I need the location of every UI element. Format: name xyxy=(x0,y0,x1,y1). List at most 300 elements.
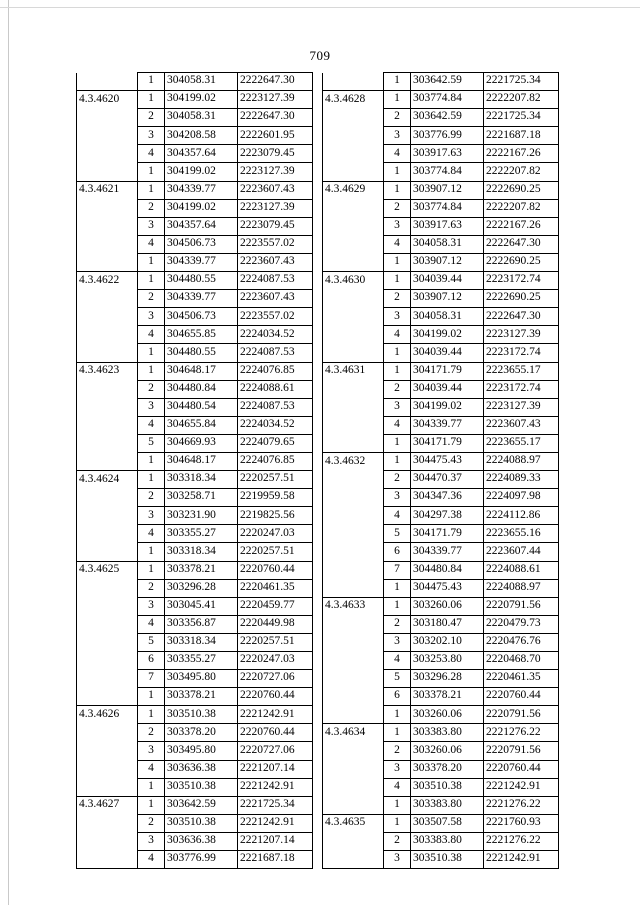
scan-edge-left xyxy=(8,0,9,905)
group-id-cell xyxy=(323,652,384,670)
easting-cell: 303318.34 xyxy=(165,633,238,651)
point-index-cell: 1 xyxy=(138,362,165,380)
table-row xyxy=(77,362,313,380)
easting-cell: 303507.58 xyxy=(411,814,484,832)
northing-cell: 2220727.06 xyxy=(238,742,313,760)
point-index-cell: 3 xyxy=(384,398,411,416)
group-id-cell xyxy=(323,796,384,814)
point-index-cell: 4 xyxy=(138,615,165,633)
northing-cell: 2220476.76 xyxy=(484,633,559,651)
table-row xyxy=(323,272,559,290)
table-row xyxy=(323,145,559,163)
group-id-cell xyxy=(323,543,384,561)
point-index-cell: 2 xyxy=(138,290,165,308)
table-row xyxy=(323,489,559,507)
easting-cell: 304347.36 xyxy=(411,489,484,507)
northing-cell: 2224088.61 xyxy=(484,561,559,579)
point-index-cell: 1 xyxy=(138,778,165,796)
group-id-cell xyxy=(323,163,384,181)
easting-cell: 303917.63 xyxy=(411,145,484,163)
point-index-cell: 1 xyxy=(138,91,165,109)
group-id-cell xyxy=(77,688,138,706)
northing-cell: 2223079.45 xyxy=(238,145,313,163)
table-row xyxy=(323,109,559,127)
easting-cell: 304199.02 xyxy=(165,163,238,181)
northing-cell: 2221242.91 xyxy=(238,814,313,832)
easting-cell: 303642.59 xyxy=(411,109,484,127)
point-index-cell: 2 xyxy=(384,199,411,217)
easting-cell: 304506.73 xyxy=(165,308,238,326)
northing-cell: 2222601.95 xyxy=(238,127,313,145)
northing-cell: 2220247.03 xyxy=(238,525,313,543)
northing-cell: 2221725.34 xyxy=(484,73,559,91)
easting-cell: 304669.93 xyxy=(165,434,238,452)
table-row xyxy=(323,163,559,181)
table-row xyxy=(323,706,559,724)
northing-cell: 2220461.35 xyxy=(484,670,559,688)
northing-cell: 2223127.39 xyxy=(238,163,313,181)
group-id-cell xyxy=(77,832,138,850)
point-index-cell: 1 xyxy=(384,724,411,742)
northing-cell: 2220760.44 xyxy=(238,561,313,579)
table-row xyxy=(323,416,559,434)
point-index-cell: 4 xyxy=(384,778,411,796)
group-id-cell xyxy=(323,489,384,507)
easting-cell: 303296.28 xyxy=(411,670,484,688)
easting-cell: 303907.12 xyxy=(411,290,484,308)
table-row xyxy=(323,91,559,109)
point-index-cell: 4 xyxy=(384,235,411,253)
point-index-cell: 6 xyxy=(384,543,411,561)
point-index-cell: 7 xyxy=(138,670,165,688)
group-id-cell: 4.3.4629 xyxy=(323,181,384,199)
table-row xyxy=(323,724,559,742)
left-table-body xyxy=(77,73,313,869)
easting-cell: 304171.79 xyxy=(411,362,484,380)
table-row xyxy=(323,814,559,832)
table-row xyxy=(77,272,313,290)
table-row xyxy=(77,416,313,434)
group-id-cell xyxy=(77,724,138,742)
easting-cell: 304339.77 xyxy=(165,253,238,271)
easting-cell: 304199.02 xyxy=(165,91,238,109)
point-index-cell: 1 xyxy=(138,706,165,724)
easting-cell: 304480.54 xyxy=(165,398,238,416)
table-row xyxy=(77,814,313,832)
northing-cell: 2221207.14 xyxy=(238,760,313,778)
point-index-cell: 1 xyxy=(138,181,165,199)
easting-cell: 304039.44 xyxy=(411,344,484,362)
point-index-cell: 1 xyxy=(138,344,165,362)
group-id-cell xyxy=(77,760,138,778)
table-row xyxy=(323,434,559,452)
point-index-cell: 4 xyxy=(384,652,411,670)
easting-cell: 303383.80 xyxy=(411,796,484,814)
group-id-cell xyxy=(77,670,138,688)
point-index-cell: 2 xyxy=(138,814,165,832)
point-index-cell: 2 xyxy=(384,109,411,127)
point-index-cell: 4 xyxy=(384,416,411,434)
point-index-cell: 5 xyxy=(384,670,411,688)
table-row xyxy=(323,380,559,398)
group-id-cell xyxy=(77,380,138,398)
northing-cell: 2223172.74 xyxy=(484,344,559,362)
easting-cell: 304058.31 xyxy=(411,235,484,253)
easting-cell: 303774.84 xyxy=(411,199,484,217)
group-id-cell xyxy=(323,235,384,253)
table-row xyxy=(323,832,559,850)
group-id-cell xyxy=(323,561,384,579)
point-index-cell: 4 xyxy=(138,525,165,543)
easting-cell: 303260.06 xyxy=(411,706,484,724)
table-row xyxy=(77,742,313,760)
northing-cell: 2221276.22 xyxy=(484,832,559,850)
easting-cell: 304339.77 xyxy=(165,290,238,308)
northing-cell: 2224088.97 xyxy=(484,452,559,470)
point-index-cell: 3 xyxy=(138,742,165,760)
point-index-cell: 1 xyxy=(384,181,411,199)
table-row xyxy=(77,652,313,670)
point-index-cell: 5 xyxy=(384,525,411,543)
table-row xyxy=(77,398,313,416)
northing-cell: 2224079.65 xyxy=(238,434,313,452)
table-row xyxy=(77,724,313,742)
group-id-cell xyxy=(323,633,384,651)
point-index-cell: 1 xyxy=(138,471,165,489)
group-id-cell xyxy=(77,308,138,326)
group-id-cell xyxy=(77,851,138,869)
table-row xyxy=(77,380,313,398)
easting-cell: 303260.06 xyxy=(411,597,484,615)
table-row xyxy=(77,525,313,543)
point-index-cell: 4 xyxy=(384,145,411,163)
point-index-cell: 3 xyxy=(384,633,411,651)
northing-cell: 2223607.43 xyxy=(484,416,559,434)
group-id-cell: 4.3.4631 xyxy=(323,362,384,380)
easting-cell: 304339.77 xyxy=(411,543,484,561)
group-id-cell xyxy=(77,543,138,561)
northing-cell: 2224034.52 xyxy=(238,326,313,344)
easting-cell: 304648.17 xyxy=(165,362,238,380)
group-id-cell xyxy=(77,814,138,832)
group-id-cell xyxy=(77,416,138,434)
northing-cell: 2223557.02 xyxy=(238,308,313,326)
easting-cell: 303378.20 xyxy=(165,724,238,742)
group-id-cell: 4.3.4627 xyxy=(77,796,138,814)
group-id-cell xyxy=(77,109,138,127)
northing-cell: 2223172.74 xyxy=(484,272,559,290)
northing-cell: 2223172.74 xyxy=(484,380,559,398)
group-id-cell: 4.3.4624 xyxy=(77,471,138,489)
point-index-cell: 1 xyxy=(138,253,165,271)
group-id-cell: 4.3.4630 xyxy=(323,272,384,290)
table-row xyxy=(77,597,313,615)
easting-cell: 303260.06 xyxy=(411,742,484,760)
point-index-cell: 2 xyxy=(384,615,411,633)
point-index-cell: 1 xyxy=(138,163,165,181)
group-id-cell xyxy=(323,525,384,543)
easting-cell: 303510.38 xyxy=(165,706,238,724)
northing-cell: 2224087.53 xyxy=(238,398,313,416)
table-row xyxy=(77,109,313,127)
point-index-cell: 1 xyxy=(384,579,411,597)
group-id-cell xyxy=(77,398,138,416)
easting-cell: 303045.41 xyxy=(165,597,238,615)
table-row xyxy=(77,344,313,362)
table-row xyxy=(323,615,559,633)
easting-cell: 304171.79 xyxy=(411,434,484,452)
easting-cell: 304655.85 xyxy=(165,326,238,344)
point-index-cell: 1 xyxy=(138,561,165,579)
northing-cell: 2223655.17 xyxy=(484,434,559,452)
group-id-cell xyxy=(77,145,138,163)
point-index-cell: 4 xyxy=(138,235,165,253)
easting-cell: 304058.31 xyxy=(165,109,238,127)
northing-cell: 2224076.85 xyxy=(238,362,313,380)
point-index-cell: 1 xyxy=(384,796,411,814)
point-index-cell: 3 xyxy=(138,308,165,326)
easting-cell: 303510.38 xyxy=(165,814,238,832)
group-id-cell xyxy=(323,760,384,778)
table-row xyxy=(77,633,313,651)
table-row xyxy=(77,308,313,326)
northing-cell: 2221242.91 xyxy=(484,851,559,869)
point-index-cell: 1 xyxy=(384,253,411,271)
easting-cell: 303510.38 xyxy=(411,851,484,869)
group-id-cell xyxy=(323,344,384,362)
northing-cell: 2221242.91 xyxy=(238,778,313,796)
table-row xyxy=(77,217,313,235)
table-row xyxy=(323,452,559,470)
easting-cell: 303318.34 xyxy=(165,543,238,561)
point-index-cell: 2 xyxy=(384,832,411,850)
table-row xyxy=(323,290,559,308)
group-id-cell xyxy=(77,217,138,235)
easting-cell: 303253.80 xyxy=(411,652,484,670)
group-id-cell: 4.3.4632 xyxy=(323,452,384,470)
easting-cell: 304648.17 xyxy=(165,452,238,470)
easting-cell: 303258.71 xyxy=(165,489,238,507)
table-row xyxy=(323,688,559,706)
northing-cell: 2224097.98 xyxy=(484,489,559,507)
easting-cell: 303642.59 xyxy=(165,796,238,814)
point-index-cell: 3 xyxy=(138,832,165,850)
group-id-cell xyxy=(323,199,384,217)
easting-cell: 304199.02 xyxy=(165,199,238,217)
group-id-cell xyxy=(323,507,384,525)
northing-cell: 2221207.14 xyxy=(238,832,313,850)
northing-cell: 2224087.53 xyxy=(238,272,313,290)
northing-cell: 2220727.06 xyxy=(238,670,313,688)
point-index-cell: 1 xyxy=(138,73,165,91)
northing-cell: 2220257.51 xyxy=(238,633,313,651)
easting-cell: 304470.37 xyxy=(411,471,484,489)
northing-cell: 2223655.16 xyxy=(484,525,559,543)
point-index-cell: 3 xyxy=(384,851,411,869)
table-row xyxy=(77,73,313,91)
table-row xyxy=(77,579,313,597)
northing-cell: 2223079.45 xyxy=(238,217,313,235)
group-id-cell xyxy=(323,253,384,271)
group-id-cell xyxy=(323,742,384,760)
easting-cell: 304208.58 xyxy=(165,127,238,145)
group-id-cell xyxy=(323,217,384,235)
northing-cell: 2222647.30 xyxy=(484,235,559,253)
easting-cell: 303642.59 xyxy=(411,73,484,91)
group-id-cell xyxy=(323,851,384,869)
northing-cell: 2223557.02 xyxy=(238,235,313,253)
point-index-cell: 1 xyxy=(138,688,165,706)
table-row xyxy=(323,308,559,326)
point-index-cell: 1 xyxy=(384,91,411,109)
table-row xyxy=(77,760,313,778)
point-index-cell: 3 xyxy=(384,489,411,507)
easting-cell: 303495.80 xyxy=(165,670,238,688)
table-row xyxy=(323,543,559,561)
table-row xyxy=(77,543,313,561)
group-id-cell xyxy=(77,525,138,543)
easting-cell: 303495.80 xyxy=(165,742,238,760)
easting-cell: 304199.02 xyxy=(411,326,484,344)
point-index-cell: 5 xyxy=(138,633,165,651)
easting-cell: 303318.34 xyxy=(165,471,238,489)
northing-cell: 2221242.91 xyxy=(484,778,559,796)
group-id-cell xyxy=(323,778,384,796)
group-id-cell xyxy=(323,579,384,597)
easting-cell: 303510.38 xyxy=(165,778,238,796)
group-id-cell xyxy=(323,416,384,434)
northing-cell: 2220468.70 xyxy=(484,652,559,670)
group-id-cell xyxy=(323,308,384,326)
group-id-cell xyxy=(77,199,138,217)
table-row xyxy=(323,597,559,615)
group-id-cell: 4.3.4628 xyxy=(323,91,384,109)
northing-cell: 2223127.39 xyxy=(238,199,313,217)
table-row xyxy=(323,742,559,760)
coordinate-tables xyxy=(76,72,572,869)
northing-cell: 2220247.03 xyxy=(238,652,313,670)
point-index-cell: 2 xyxy=(138,724,165,742)
table-row xyxy=(77,507,313,525)
group-id-cell xyxy=(77,507,138,525)
table-row xyxy=(77,163,313,181)
point-index-cell: 1 xyxy=(384,163,411,181)
easting-cell: 304480.55 xyxy=(165,344,238,362)
point-index-cell: 1 xyxy=(138,452,165,470)
easting-cell: 304339.77 xyxy=(165,181,238,199)
northing-cell: 2222647.30 xyxy=(238,73,313,91)
northing-cell: 2222207.82 xyxy=(484,163,559,181)
northing-cell: 2220461.35 xyxy=(238,579,313,597)
table-row xyxy=(323,253,559,271)
northing-cell: 2221276.22 xyxy=(484,796,559,814)
easting-cell: 304171.79 xyxy=(411,525,484,543)
easting-cell: 304506.73 xyxy=(165,235,238,253)
northing-cell: 2220459.77 xyxy=(238,597,313,615)
table-row xyxy=(323,217,559,235)
group-id-cell xyxy=(323,471,384,489)
northing-cell: 2221760.93 xyxy=(484,814,559,832)
easting-cell: 303510.38 xyxy=(411,778,484,796)
easting-cell: 303231.90 xyxy=(165,507,238,525)
table-row xyxy=(77,452,313,470)
group-id-cell xyxy=(323,380,384,398)
northing-cell: 2220449.98 xyxy=(238,615,313,633)
point-index-cell: 3 xyxy=(138,507,165,525)
group-id-cell: 4.3.4622 xyxy=(77,272,138,290)
northing-cell: 2223607.43 xyxy=(238,181,313,199)
northing-cell: 2220760.44 xyxy=(484,760,559,778)
point-index-cell: 2 xyxy=(138,579,165,597)
point-index-cell: 3 xyxy=(138,398,165,416)
easting-cell: 303378.20 xyxy=(411,760,484,778)
table-row xyxy=(323,471,559,489)
point-index-cell: 6 xyxy=(384,688,411,706)
point-index-cell: 1 xyxy=(384,452,411,470)
northing-cell: 2220760.44 xyxy=(238,724,313,742)
easting-cell: 304058.31 xyxy=(411,308,484,326)
point-index-cell: 2 xyxy=(138,109,165,127)
table-row xyxy=(77,796,313,814)
easting-cell: 303774.84 xyxy=(411,163,484,181)
group-id-cell xyxy=(77,652,138,670)
northing-cell: 2224076.85 xyxy=(238,452,313,470)
group-id-cell xyxy=(77,742,138,760)
northing-cell: 2222647.30 xyxy=(238,109,313,127)
table-row xyxy=(77,326,313,344)
point-index-cell: 2 xyxy=(384,471,411,489)
northing-cell: 2223127.39 xyxy=(484,326,559,344)
group-id-cell xyxy=(323,73,384,91)
northing-cell: 2223607.44 xyxy=(484,543,559,561)
northing-cell: 2224088.61 xyxy=(238,380,313,398)
table-row xyxy=(77,145,313,163)
point-index-cell: 2 xyxy=(138,199,165,217)
table-row xyxy=(323,796,559,814)
easting-cell: 303296.28 xyxy=(165,579,238,597)
point-index-cell: 6 xyxy=(138,652,165,670)
point-index-cell: 4 xyxy=(384,507,411,525)
table-row xyxy=(323,181,559,199)
table-row xyxy=(323,760,559,778)
point-index-cell: 1 xyxy=(138,272,165,290)
northing-cell: 2221687.18 xyxy=(484,127,559,145)
northing-cell: 2222690.25 xyxy=(484,290,559,308)
point-index-cell: 1 xyxy=(384,814,411,832)
table-row xyxy=(323,778,559,796)
easting-cell: 303378.21 xyxy=(165,688,238,706)
point-index-cell: 3 xyxy=(384,308,411,326)
point-index-cell: 1 xyxy=(138,543,165,561)
point-index-cell: 1 xyxy=(384,597,411,615)
northing-cell: 2221242.91 xyxy=(238,706,313,724)
table-row xyxy=(77,199,313,217)
group-id-cell xyxy=(77,326,138,344)
point-index-cell: 1 xyxy=(384,706,411,724)
scan-edge-top xyxy=(0,7,640,8)
table-row xyxy=(77,851,313,869)
group-id-cell xyxy=(77,489,138,507)
group-id-cell xyxy=(77,127,138,145)
group-id-cell: 4.3.4635 xyxy=(323,814,384,832)
table-row xyxy=(323,851,559,869)
easting-cell: 304475.43 xyxy=(411,452,484,470)
easting-cell: 303202.10 xyxy=(411,633,484,651)
group-id-cell xyxy=(323,832,384,850)
point-index-cell: 4 xyxy=(138,145,165,163)
group-id-cell xyxy=(77,163,138,181)
northing-cell: 2220791.56 xyxy=(484,742,559,760)
